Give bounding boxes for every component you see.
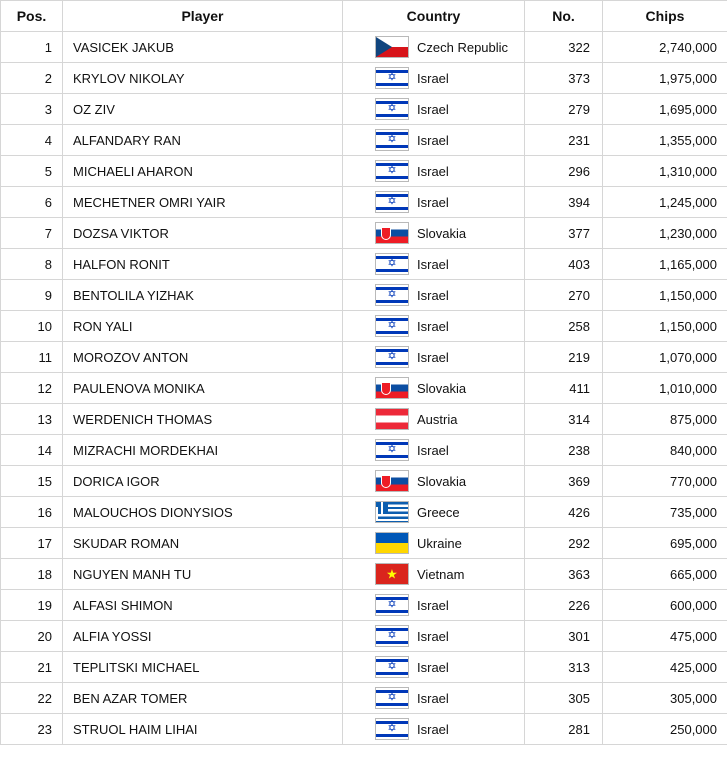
cell-player-name: BEN AZAR TOMER: [63, 683, 343, 714]
table-row: [1, 311, 727, 342]
table-row: [1, 342, 727, 373]
cell-country: [343, 94, 525, 125]
flag-il-icon: [375, 439, 409, 461]
table-row: [1, 528, 727, 559]
flag-sk-icon: [375, 377, 409, 399]
cell-chips: 1,310,000: [603, 156, 727, 187]
cell-position: 11: [1, 342, 63, 373]
cell-country: [343, 528, 525, 559]
cell-position: 17: [1, 528, 63, 559]
country-label: Israel: [417, 194, 449, 210]
cell-player-name: MIZRACHI MORDEKHAI: [63, 435, 343, 466]
cell-country: [343, 32, 525, 63]
flag-cz-icon: [375, 36, 409, 58]
cell-country: [343, 218, 525, 249]
country-cell: [343, 532, 523, 554]
table-row: [1, 218, 727, 249]
cell-chips: 425,000: [603, 652, 727, 683]
cell-country: [343, 652, 525, 683]
cell-position: 18: [1, 559, 63, 590]
cell-chips: 1,355,000: [603, 125, 727, 156]
flag-sk-icon: [375, 222, 409, 244]
country-label: Slovakia: [417, 225, 467, 241]
country-cell: [343, 284, 523, 306]
country-label: Israel: [417, 70, 449, 86]
cell-seat-number: 411: [525, 373, 603, 404]
country-cell: [343, 718, 523, 740]
flag-il-icon: [375, 315, 409, 337]
cell-seat-number: 301: [525, 621, 603, 652]
country-label: Slovakia: [417, 380, 467, 396]
flag-il-icon: [375, 284, 409, 306]
cell-player-name: OZ ZIV: [63, 94, 343, 125]
country-cell: [343, 656, 523, 678]
cell-chips: 1,150,000: [603, 311, 727, 342]
cell-player-name: TEPLITSKI MICHAEL: [63, 652, 343, 683]
cell-position: 22: [1, 683, 63, 714]
cell-seat-number: 426: [525, 497, 603, 528]
flag-il-icon: [375, 656, 409, 678]
cell-chips: 1,230,000: [603, 218, 727, 249]
table-row: [1, 156, 727, 187]
country-cell: [343, 470, 523, 492]
cell-position: 2: [1, 63, 63, 94]
cell-chips: 1,010,000: [603, 373, 727, 404]
country-cell: [343, 687, 523, 709]
country-cell: [343, 625, 523, 647]
cell-player-name: ALFASI SHIMON: [63, 590, 343, 621]
country-cell: [343, 253, 523, 275]
table-row: [1, 466, 727, 497]
country-cell: [343, 160, 523, 182]
cell-country: [343, 187, 525, 218]
table-row: [1, 590, 727, 621]
cell-seat-number: 305: [525, 683, 603, 714]
flag-gr-icon: [375, 501, 409, 523]
table-row: [1, 404, 727, 435]
cell-chips: 770,000: [603, 466, 727, 497]
flag-at-icon: [375, 408, 409, 430]
cell-country: [343, 683, 525, 714]
country-cell: [343, 501, 523, 523]
flag-il-icon: [375, 67, 409, 89]
cell-player-name: NGUYEN MANH TU: [63, 559, 343, 590]
column-header-chips: Chips: [603, 1, 727, 32]
table-row: [1, 63, 727, 94]
cell-country: [343, 125, 525, 156]
cell-position: 20: [1, 621, 63, 652]
country-label: Greece: [417, 504, 460, 520]
cell-player-name: KRYLOV NIKOLAY: [63, 63, 343, 94]
country-label: Israel: [417, 256, 449, 272]
cell-position: 23: [1, 714, 63, 745]
cell-country: [343, 156, 525, 187]
cell-chips: 2,740,000: [603, 32, 727, 63]
cell-seat-number: 270: [525, 280, 603, 311]
country-label: Israel: [417, 318, 449, 334]
cell-seat-number: 322: [525, 32, 603, 63]
cell-seat-number: 369: [525, 466, 603, 497]
country-cell: [343, 346, 523, 368]
country-label: Czech Republic: [417, 39, 509, 55]
cell-position: 16: [1, 497, 63, 528]
cell-seat-number: 394: [525, 187, 603, 218]
cell-country: [343, 621, 525, 652]
cell-chips: 875,000: [603, 404, 727, 435]
cell-player-name: MICHAELI AHARON: [63, 156, 343, 187]
flag-il-icon: [375, 718, 409, 740]
cell-seat-number: 281: [525, 714, 603, 745]
cell-seat-number: 258: [525, 311, 603, 342]
table-row: [1, 435, 727, 466]
flag-il-icon: [375, 687, 409, 709]
cell-player-name: ALFANDARY RAN: [63, 125, 343, 156]
table-header: [1, 1, 727, 32]
cell-country: [343, 435, 525, 466]
cell-player-name: BENTOLILA YIZHAK: [63, 280, 343, 311]
cell-chips: 305,000: [603, 683, 727, 714]
flag-il-icon: [375, 253, 409, 275]
table-row: [1, 32, 727, 63]
country-cell: [343, 377, 523, 399]
cell-position: 1: [1, 32, 63, 63]
flag-il-icon: [375, 346, 409, 368]
column-header-pos: Pos.: [1, 1, 63, 32]
country-cell: [343, 563, 523, 585]
flag-il-icon: [375, 160, 409, 182]
country-label: Israel: [417, 287, 449, 303]
cell-seat-number: 373: [525, 63, 603, 94]
country-cell: [343, 67, 523, 89]
country-label: Israel: [417, 597, 449, 613]
cell-player-name: ALFIA YOSSI: [63, 621, 343, 652]
country-label: Israel: [417, 132, 449, 148]
table-row: [1, 373, 727, 404]
cell-chips: 250,000: [603, 714, 727, 745]
cell-position: 15: [1, 466, 63, 497]
flag-il-icon: [375, 594, 409, 616]
table-row: [1, 621, 727, 652]
table-body: [1, 32, 727, 745]
cell-position: 13: [1, 404, 63, 435]
cell-chips: 735,000: [603, 497, 727, 528]
column-header-country: Country: [343, 1, 525, 32]
cell-position: 3: [1, 94, 63, 125]
cell-position: 7: [1, 218, 63, 249]
country-cell: [343, 222, 523, 244]
cell-chips: 1,165,000: [603, 249, 727, 280]
cell-chips: 840,000: [603, 435, 727, 466]
cell-seat-number: 231: [525, 125, 603, 156]
cell-country: [343, 342, 525, 373]
country-label: Israel: [417, 690, 449, 706]
cell-seat-number: 377: [525, 218, 603, 249]
cell-country: [343, 311, 525, 342]
table-row: [1, 714, 727, 745]
cell-player-name: STRUOL HAIM LIHAI: [63, 714, 343, 745]
table-row: [1, 187, 727, 218]
column-header-no: No.: [525, 1, 603, 32]
cell-seat-number: 403: [525, 249, 603, 280]
table-row: [1, 559, 727, 590]
cell-position: 21: [1, 652, 63, 683]
cell-country: [343, 466, 525, 497]
cell-chips: 1,695,000: [603, 94, 727, 125]
cell-country: [343, 63, 525, 94]
cell-country: [343, 280, 525, 311]
cell-chips: 1,150,000: [603, 280, 727, 311]
cell-position: 14: [1, 435, 63, 466]
flag-vn-icon: [375, 563, 409, 585]
flag-il-icon: [375, 191, 409, 213]
flag-il-icon: [375, 98, 409, 120]
cell-player-name: MALOUCHOS DIONYSIOS: [63, 497, 343, 528]
cell-seat-number: 314: [525, 404, 603, 435]
table-row: [1, 249, 727, 280]
country-label: Israel: [417, 721, 449, 737]
table-row: [1, 497, 727, 528]
country-cell: [343, 98, 523, 120]
cell-seat-number: 219: [525, 342, 603, 373]
table-row: [1, 280, 727, 311]
country-label: Vietnam: [417, 566, 465, 582]
country-label: Israel: [417, 659, 449, 675]
country-cell: [343, 439, 523, 461]
cell-chips: 600,000: [603, 590, 727, 621]
cell-position: 4: [1, 125, 63, 156]
cell-seat-number: 238: [525, 435, 603, 466]
cell-position: 8: [1, 249, 63, 280]
cell-country: [343, 404, 525, 435]
cell-country: [343, 373, 525, 404]
cell-position: 5: [1, 156, 63, 187]
cell-position: 6: [1, 187, 63, 218]
country-label: Austria: [417, 411, 458, 427]
cell-player-name: VASICEK JAKUB: [63, 32, 343, 63]
cell-player-name: SKUDAR ROMAN: [63, 528, 343, 559]
country-label: Israel: [417, 628, 449, 644]
cell-player-name: HALFON RONIT: [63, 249, 343, 280]
cell-country: [343, 590, 525, 621]
cell-chips: 475,000: [603, 621, 727, 652]
cell-seat-number: 313: [525, 652, 603, 683]
flag-sk-icon: [375, 470, 409, 492]
cell-chips: 1,975,000: [603, 63, 727, 94]
table-row: [1, 94, 727, 125]
country-cell: [343, 315, 523, 337]
cell-country: [343, 249, 525, 280]
flag-il-icon: [375, 625, 409, 647]
cell-seat-number: 292: [525, 528, 603, 559]
cell-position: 12: [1, 373, 63, 404]
cell-chips: 1,070,000: [603, 342, 727, 373]
country-label: Israel: [417, 101, 449, 117]
country-cell: [343, 36, 523, 58]
column-header-player: Player: [63, 1, 343, 32]
table-row: [1, 125, 727, 156]
cell-player-name: WERDENICH THOMAS: [63, 404, 343, 435]
cell-country: [343, 497, 525, 528]
country-cell: [343, 191, 523, 213]
cell-country: [343, 559, 525, 590]
country-label: Slovakia: [417, 473, 467, 489]
table-row: [1, 683, 727, 714]
flag-ua-icon: [375, 532, 409, 554]
country-cell: [343, 594, 523, 616]
cell-seat-number: 226: [525, 590, 603, 621]
cell-chips: 665,000: [603, 559, 727, 590]
cell-position: 19: [1, 590, 63, 621]
cell-seat-number: 296: [525, 156, 603, 187]
cell-chips: 1,245,000: [603, 187, 727, 218]
country-cell: [343, 129, 523, 151]
flag-il-icon: [375, 129, 409, 151]
table-header-row: [1, 1, 727, 32]
cell-position: 9: [1, 280, 63, 311]
cell-player-name: MECHETNER OMRI YAIR: [63, 187, 343, 218]
cell-player-name: PAULENOVA MONIKA: [63, 373, 343, 404]
country-label: Israel: [417, 442, 449, 458]
cell-seat-number: 279: [525, 94, 603, 125]
cell-player-name: DOZSA VIKTOR: [63, 218, 343, 249]
cell-player-name: DORICA IGOR: [63, 466, 343, 497]
country-label: Israel: [417, 163, 449, 179]
table-row: [1, 652, 727, 683]
cell-player-name: MOROZOV ANTON: [63, 342, 343, 373]
country-cell: [343, 408, 523, 430]
cell-position: 10: [1, 311, 63, 342]
country-label: Israel: [417, 349, 449, 365]
cell-country: [343, 714, 525, 745]
cell-player-name: RON YALI: [63, 311, 343, 342]
cell-chips: 695,000: [603, 528, 727, 559]
cell-seat-number: 363: [525, 559, 603, 590]
country-label: Ukraine: [417, 535, 462, 551]
